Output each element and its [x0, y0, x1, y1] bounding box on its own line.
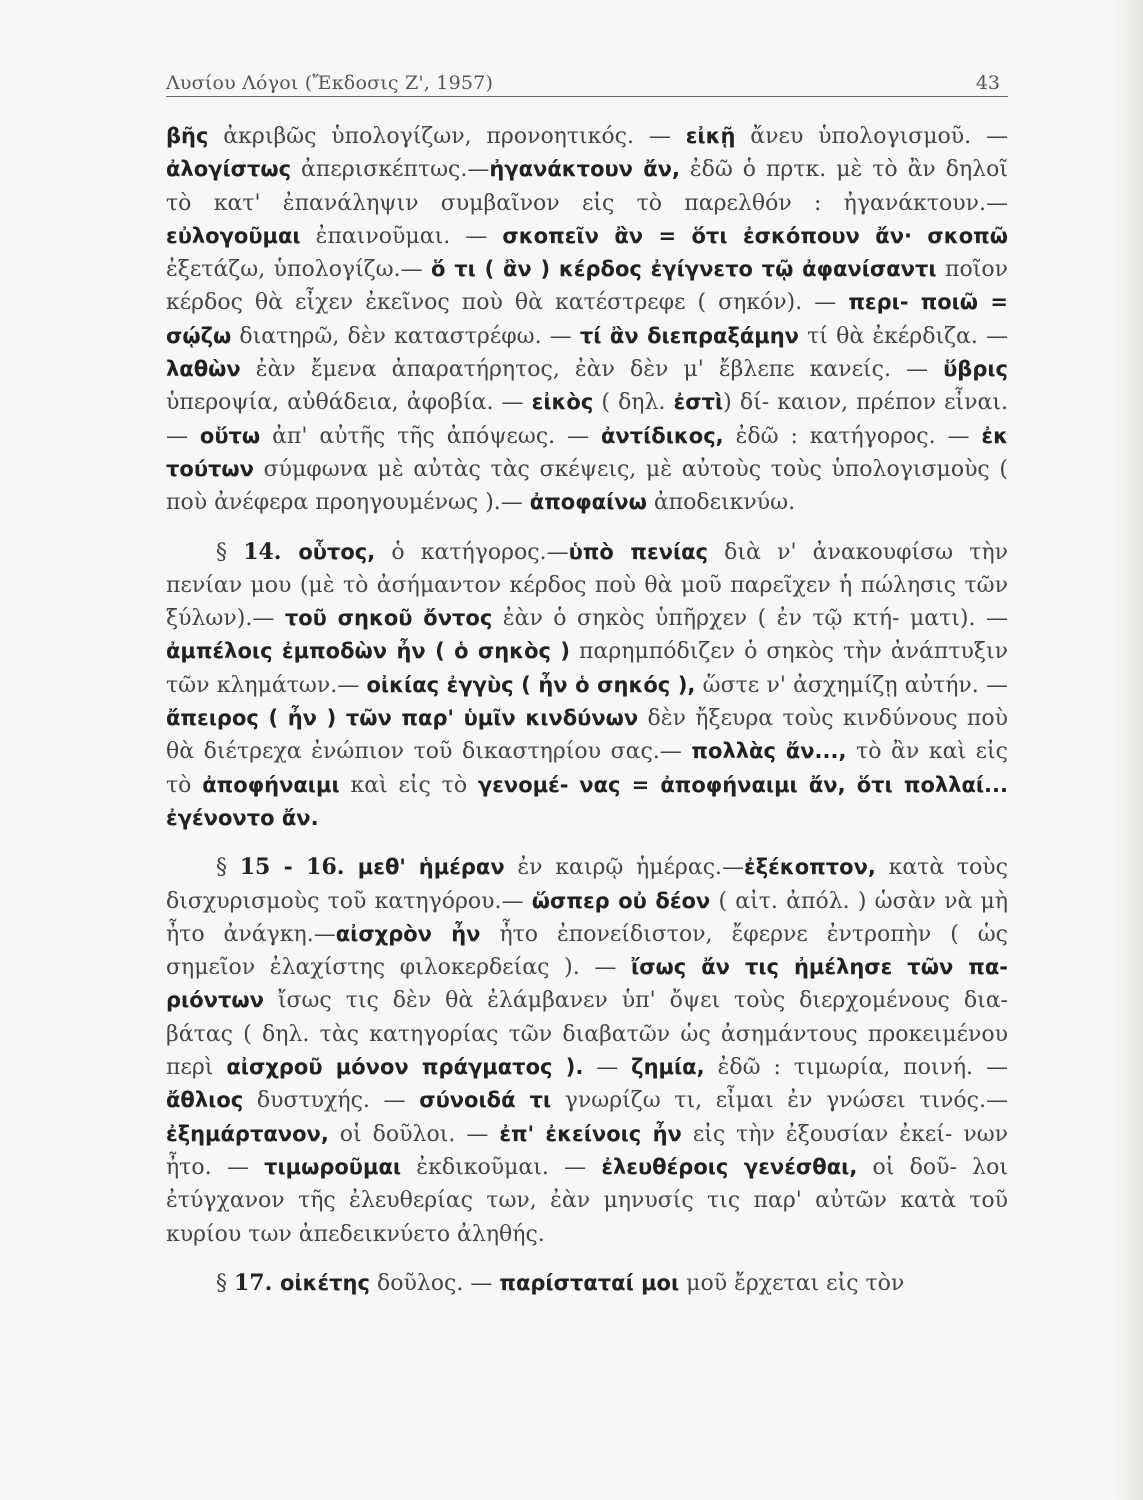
- glossed-term: τιμωροῦμαι: [264, 1154, 402, 1179]
- gloss-text: σύμφωνα μὲ αὐτὰς τὰς σκέψεις, μὲ: [253, 456, 673, 482]
- gloss-text: ὑπεροψία, αὐθάδεια, ἀφοβία. —: [166, 390, 532, 416]
- glossed-term: νας = ἀποφήναιμι ἄν, ὅτι πολλαί... ἐγένοντο ἄν.: [166, 772, 1008, 830]
- gloss-text: ( δηλ.: [593, 390, 674, 416]
- glossed-term: ἄπειρος ( ἦν ) τῶν παρ' ὑμῖν κινδύνων: [166, 706, 639, 731]
- gloss-text: κανείς. —: [809, 357, 944, 383]
- gloss-text: διὰ ν' ἀνακουφίσω τὴν: [708, 539, 1009, 565]
- commentary-body: [166, 120, 1008, 1300]
- gloss-text: ποῖον κέρδος θὰ εἶχεν ἐκεῖνος ποὺ θὰ κατέστρεφε ( σηκόν). —: [166, 257, 1008, 316]
- gloss-text: ) δί-: [723, 390, 770, 416]
- glossed-term: τοῦ σηκοῦ ὄντος: [284, 606, 493, 631]
- glossed-term: ἴσως ἄν τις ἠμέλησε τῶν πα-: [631, 955, 1008, 980]
- glossed-term: ἀλογίστως: [166, 157, 292, 182]
- gloss-text: τὸ ἂν καὶ εἰς τὸ: [166, 739, 1009, 798]
- glossed-term: ζημία,: [631, 1055, 705, 1080]
- paragraph-p2: [166, 536, 1008, 836]
- gloss-text: ἀποδεικνύω.: [653, 490, 796, 516]
- gloss-text: παρημπόδιζεν ὁ σηκὸς: [569, 639, 834, 665]
- glossed-term: ἐξέκοπτον,: [744, 855, 876, 880]
- glossed-term: λαθὼν: [166, 357, 241, 382]
- gloss-text: ἀπερισκέπτως.—: [291, 157, 490, 183]
- page-number: 43: [975, 72, 1000, 94]
- gloss-text: θὰ ἐκέρδιζα. —: [836, 323, 1008, 349]
- paragraph-p4: [166, 1267, 1008, 1300]
- page-edge-shadow: [1115, 0, 1143, 1500]
- gloss-text: ἐδῶ : κατήγορος. —: [735, 423, 982, 449]
- gloss-text: δοῦλος. —: [369, 1270, 500, 1296]
- gloss-text: ἀπ' αὐτῆς τῆς ἀπόψεως. —: [260, 423, 601, 449]
- gloss-text: ἄνευ ὑπολογισμοῦ. —: [735, 124, 1008, 149]
- glossed-term: πολλὰς ἄν...,: [691, 739, 847, 764]
- paragraph-p1: [166, 120, 1008, 520]
- gloss-text: λοι ἐτύγχανον τῆς ἐλευθερίας των, ἐὰν μηνυσίς τις παρ' αὐτῶν κατὰ τοῦ: [166, 1154, 1008, 1214]
- glossed-term: εὐλογοῦμαι: [166, 223, 301, 248]
- gloss-text: πενίαν μου (μὲ τὸ ἀσήμαντον κέρδος ποὺ θὰ μοῦ παρεῖχεν ἡ πώλησις: [166, 572, 957, 598]
- glossed-term: ἐκ τούτων: [166, 423, 1008, 481]
- gloss-text: —: [583, 1055, 632, 1081]
- glossed-term: βῆς: [166, 124, 209, 148]
- section-number: 15 - 16.: [239, 854, 358, 881]
- gloss-text: ( αἰτ. ἀπόλ. ) ὡσὰν νὰ: [710, 888, 973, 914]
- running-title: Λυσίου Λόγοι (Ἔκδοσις Ζ', 1957): [166, 72, 494, 94]
- gloss-text: ἤξευρα τοὺς κινδύνους ποὺ θὰ διέτρεχα ἐνώπιον τοῦ δικαστηρίου σας.—: [166, 706, 1008, 765]
- glossed-term: ἀμπέλοις ἐμποδὼν ἦν ( ὁ σηκὸς ): [166, 639, 570, 664]
- gloss-text: σημεῖον ἐλαχίστης φιλοκερδείας ). —: [166, 955, 632, 981]
- gloss-text: δὲν: [638, 706, 686, 732]
- gloss-text: οἱ δοῦλοι. —: [328, 1121, 500, 1147]
- glossed-term: σκοπεῖν ἂν = ὅτι ἐσκόπουν ἄν· σκοπῶ: [502, 223, 1008, 248]
- gloss-text: ματι). —: [909, 606, 1008, 632]
- glossed-term: ἀντίδικος,: [600, 423, 724, 448]
- gloss-text: καιον, πρέπον εἶναι. —: [166, 390, 1008, 449]
- gloss-text: ἐπαινοῦμαι. —: [300, 223, 503, 249]
- gloss-text: γνωρίζω τι, εἶμαι ἐν γνώσει τινός.—: [551, 1088, 1008, 1114]
- glossed-term: ἀποφαίνω: [529, 490, 647, 515]
- gloss-text: κυρίου των ἀπεδεικνύετο ἀληθής.: [166, 1221, 545, 1247]
- gloss-text: ἐὰν ἔμενα ἀπαρατήρητος, ἐὰν δὲν μ' ἔβλεπε: [240, 357, 795, 383]
- gloss-text: ἐκδικοῦμαι. —: [401, 1154, 602, 1180]
- glossed-term: ἐλευθέροις γενέσθαι,: [601, 1154, 858, 1179]
- gloss-text: δηλοῖ τὸ κατ' ἐπανάληψιν συμβαῖνον εἰς τὸ παρελθόν : ἠγανάκτουν.—: [166, 157, 1008, 216]
- glossed-term: ἐστὶ: [673, 390, 724, 415]
- gloss-text: τὴν ἀνάπτυξιν τῶν κλημάτων.—: [166, 639, 1008, 698]
- gloss-text: ὥστε: [695, 672, 760, 698]
- gloss-text: οἱ δοῦ-: [857, 1154, 957, 1180]
- gloss-text: περὶ: [166, 1055, 227, 1081]
- gloss-text: ἦτο ἐπονείδιστον, ἔφερνε ἐντροπὴν ( ὡς: [480, 921, 1009, 947]
- glossed-term: μεθ' ἡμέραν: [357, 855, 505, 880]
- glossed-term: σύνοιδά τι: [419, 1088, 552, 1113]
- glossed-term: ριόντων: [166, 988, 264, 1013]
- gloss-text: τῶν ξύλων).—: [166, 572, 1008, 632]
- glossed-term: εἰκὸς: [531, 390, 594, 415]
- gloss-text: ἐν καιρῷ ἡμέρας.—: [504, 855, 745, 881]
- glossed-term: εἰκῇ: [685, 124, 736, 148]
- gloss-text: ἴσως τις δὲν θὰ ἐλάμβανεν ὑπ' ὄψει τοὺς διερχομένους δια-: [263, 988, 1008, 1014]
- glossed-term: αἰσχροῦ μόνον πράγματος ).: [226, 1055, 584, 1080]
- section-number: 14.: [243, 538, 299, 565]
- gloss-text: μοῦ ἔρχεται εἰς τὸν: [679, 1270, 905, 1296]
- gloss-text: μὴ ἦτο ἀνάγκη.—: [166, 888, 1009, 947]
- glossed-term: αἰσχρὸν ἦν: [335, 921, 481, 946]
- section-number: 17.: [234, 1269, 280, 1296]
- gloss-text: εἰς τὴν ἐξουσίαν ἐκεί-: [681, 1121, 953, 1147]
- glossed-term: ἄθλιος: [166, 1088, 244, 1113]
- glossed-term: οὗτος,: [298, 539, 376, 564]
- gloss-text: δισχυρισμοὺς τοῦ κατηγόρου.—: [166, 888, 532, 914]
- gloss-text: καὶ εἰς τὸ: [339, 772, 478, 798]
- gloss-text: κατὰ τοὺς: [875, 855, 1009, 881]
- glossed-term: ὕβρις: [943, 357, 1008, 382]
- gloss-text: νων ἦτο. —: [166, 1121, 1009, 1180]
- glossed-term: γενομέ-: [477, 772, 569, 797]
- gloss-text: βάτας ( δηλ. τὰς κατηγορίας τῶν διαβατῶν ὡς ἀσημάντους προκειμένου: [166, 1021, 1008, 1047]
- glossed-term: περι-: [848, 290, 909, 315]
- section-sign: §: [216, 855, 240, 881]
- section-sign: §: [216, 539, 244, 565]
- glossed-term: ἐξημάρτανον,: [166, 1121, 329, 1146]
- gloss-text: ἀκριβῶς ὑπολογίζων, προνοητικός. —: [208, 124, 686, 149]
- gloss-text: ὁ κατήγορος.—: [375, 539, 569, 565]
- glossed-term: ἀποφήναιμι: [202, 772, 340, 797]
- gloss-text: ἐδῶ : τιμωρία, ποινή. —: [704, 1055, 1008, 1081]
- glossed-term: ὅ τι ( ἂν ) κέρδος ἐγίγνετο τῷ ἀφανίσαντι: [431, 257, 937, 282]
- glossed-term: ποιῶ = σῴζω: [166, 290, 1008, 348]
- glossed-term: οἰκέτης: [279, 1270, 370, 1295]
- gloss-text: ἐξετάζω, ὑπολογίζω.—: [166, 257, 432, 283]
- gloss-text: ἐὰν ὁ σηκὸς ὑπῆρχεν ( ἐν τῷ κτή-: [492, 606, 900, 632]
- section-sign: §: [216, 1270, 234, 1296]
- gloss-text: δυστυχής. —: [243, 1088, 420, 1114]
- paragraph-p3: [166, 851, 1008, 1251]
- glossed-term: ὑπὸ πενίας: [568, 539, 708, 564]
- glossed-term: ἐπ' ἐκείνοις ἦν: [499, 1121, 682, 1146]
- gloss-text: τί: [799, 323, 828, 349]
- glossed-term: παρίσταταί μοι: [499, 1270, 680, 1295]
- gloss-text: ἐδῶ ὁ πρτκ. μὲ τὸ ἂν: [679, 157, 936, 183]
- gloss-text: διατηρῶ, δὲν καταστρέφω. —: [231, 323, 580, 349]
- running-header: [166, 68, 1008, 97]
- glossed-term: ἠγανάκτουν ἄν,: [489, 157, 680, 182]
- gloss-text: αὐτοὺς τοὺς ὑπολογισμοὺς ( ποὺ ἀνέφερα προηγουμένως ).—: [166, 456, 1008, 516]
- glossed-term: οἰκίας ἐγγὺς ( ἦν ὁ σηκός ),: [366, 672, 696, 697]
- glossed-term: τί ἂν διεπραξάμην: [579, 323, 799, 348]
- glossed-term: οὕτω: [199, 423, 261, 448]
- glossed-term: ὥσπερ οὐ δέον: [531, 888, 711, 913]
- gloss-text: ν' ἀσχημίζῃ αὐτήν. —: [766, 672, 1008, 698]
